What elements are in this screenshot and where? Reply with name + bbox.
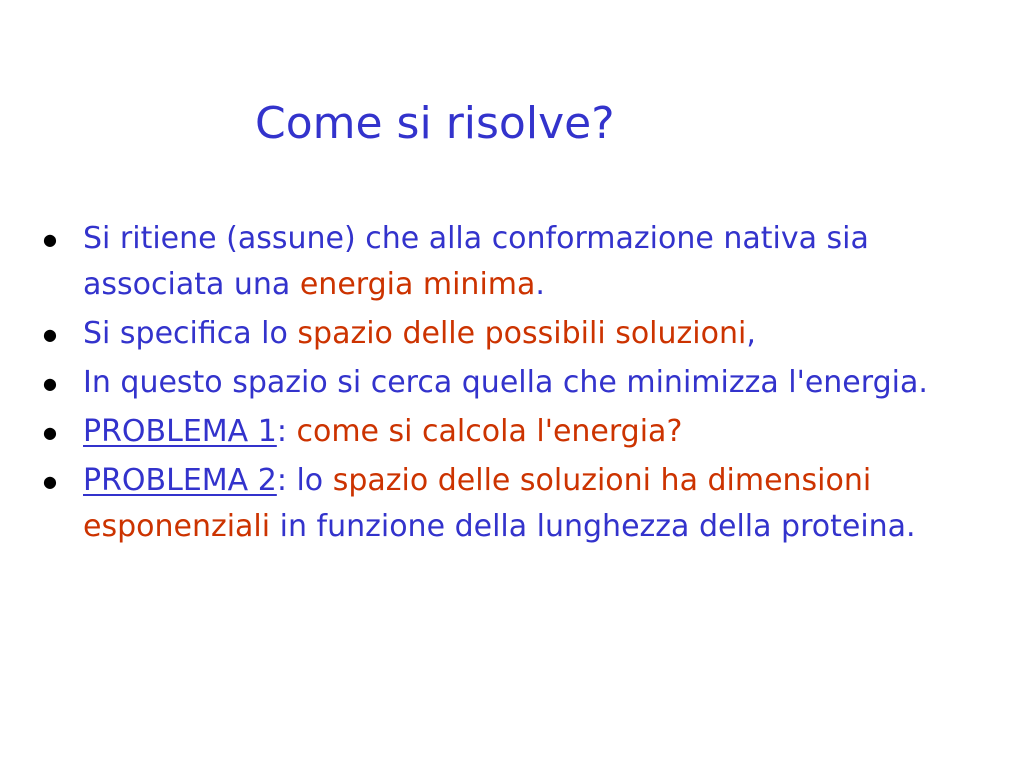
bullet-item — [40, 360, 985, 406]
bullet-text: in funzione della lunghezza della proteina. — [270, 509, 916, 544]
highlight-text: energia minima — [299, 267, 536, 302]
bullet-item — [40, 311, 985, 357]
bullet-item — [40, 458, 985, 550]
slide-title: Come si risolve? — [255, 98, 615, 149]
bullet-text: : lo — [276, 463, 333, 498]
bullet-item — [40, 216, 985, 308]
bullet-dot-icon: ● — [43, 423, 57, 442]
bullet-list — [40, 216, 985, 553]
bullet-dot-icon: ● — [43, 472, 57, 491]
problem-2-label: PROBLEMA 2 — [83, 463, 277, 498]
problem-1-label: PROBLEMA 1 — [83, 414, 277, 449]
bullet-item — [40, 409, 985, 455]
highlight-text: spazio delle soluzioni ha dimensioni esponenziali — [83, 463, 872, 544]
bullet-dot-icon: ● — [43, 374, 57, 393]
bullet-text: Si ritiene (assune) che alla conformazione nativa sia associata una — [83, 221, 869, 302]
highlight-text: come si calcola l'energia? — [296, 414, 683, 449]
bullet-text: Si specifica lo — [83, 316, 298, 351]
bullet-dot-icon: ● — [43, 230, 57, 249]
bullet-text: , — [746, 316, 756, 351]
bullet-text: In questo spazio si cerca quella che minimizza l'energia. — [83, 365, 928, 400]
highlight-text: spazio delle possibili soluzioni — [297, 316, 747, 351]
bullet-text: . — [535, 267, 545, 302]
bullet-dot-icon: ● — [43, 325, 57, 344]
bullet-text: : — [276, 414, 297, 449]
